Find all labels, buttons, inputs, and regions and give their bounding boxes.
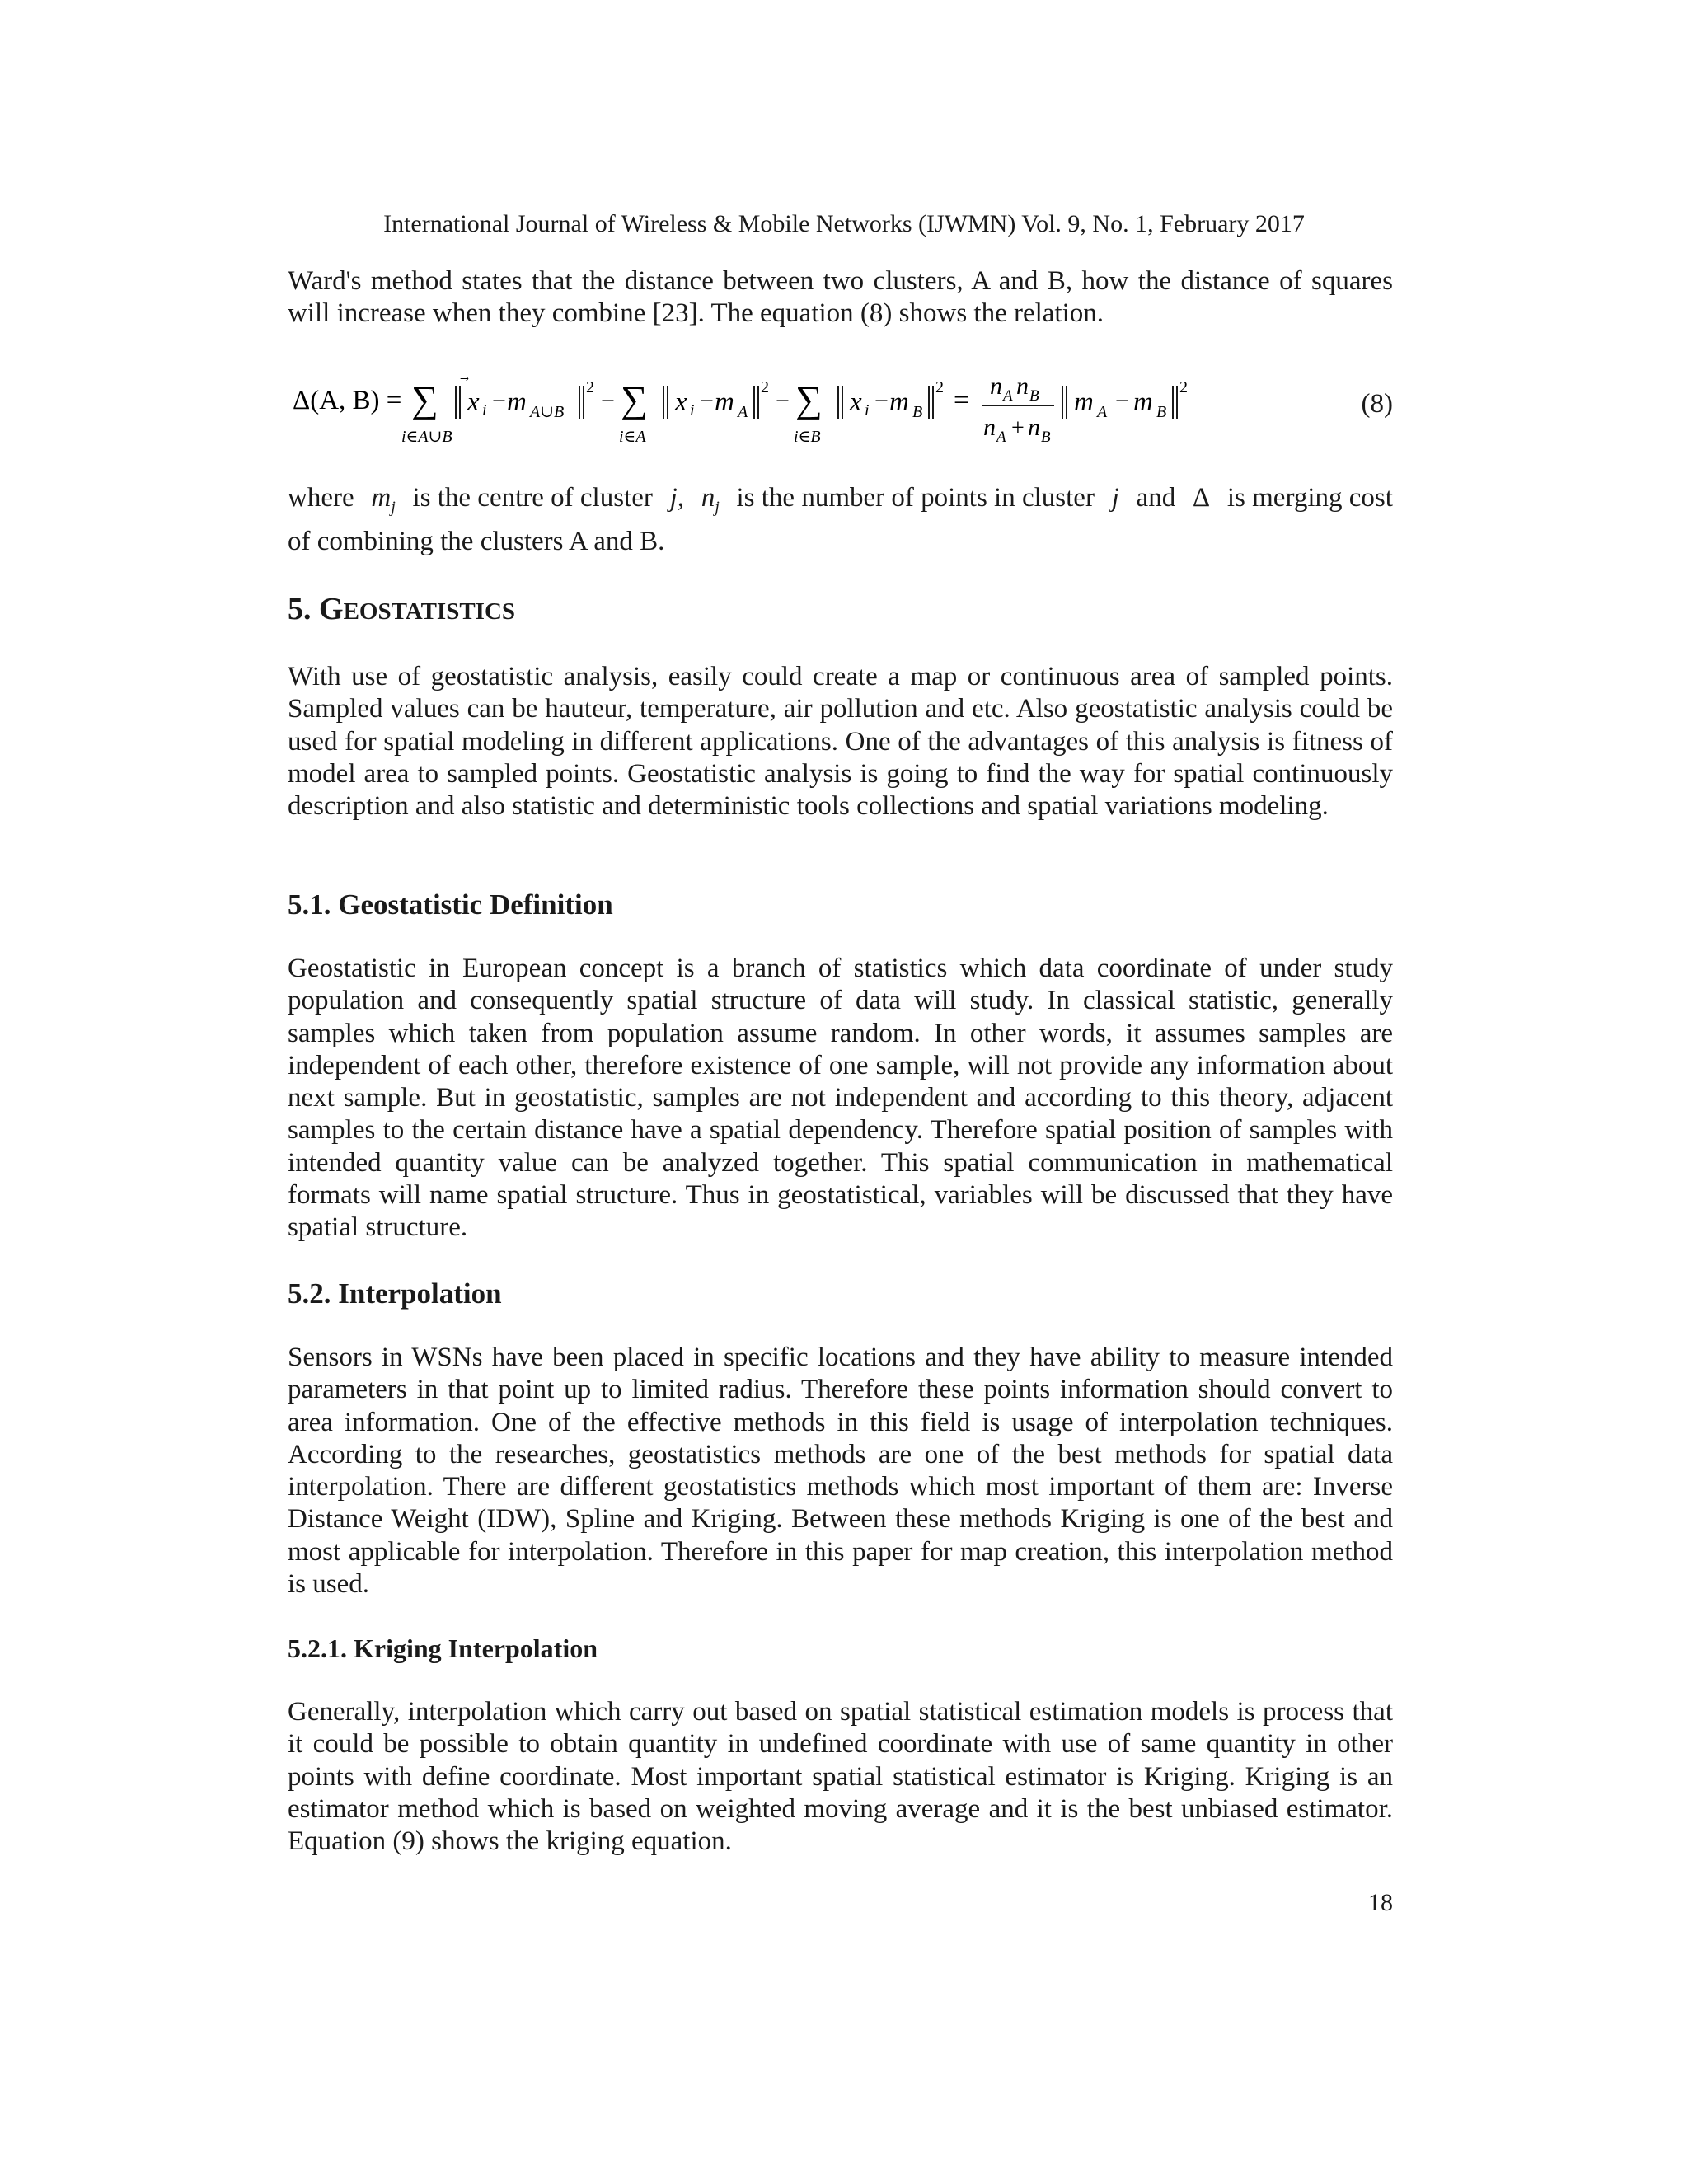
where-text-1: is the centre of cluster xyxy=(412,483,653,513)
eq-frac-num-B: B xyxy=(1029,387,1039,405)
eq-x: x xyxy=(850,387,862,417)
eq-m: m xyxy=(1133,387,1153,417)
where-mj: $m_j$ xyxy=(371,483,396,517)
section-5-2-1-heading-block xyxy=(288,1632,1393,1665)
eq-x: x xyxy=(675,387,687,417)
equation-number: (8) xyxy=(1361,389,1393,419)
section-5-1-paragraph: Geostatistic in European concept is a branch of statistics which data coordinate of under study population and consequently spatial structure of data will study. In classical statistic, generally samples which taken from population assume random. In other words, it assumes samples are independent of each other, therefore existence of one sample, will not provide any information about next sample. But in geostatistic, samples are not independent and according to this theory, adjacent samples to the certain distance have a spatial dependency. Therefore spatial position of samples with intended quantity value can be analyzed together. This spatial communication in mathematical formats will name spatial structure. Thus in geostatistical, variables will be discussed that they have spatial structure. xyxy=(288,954,1393,1243)
section-5-2-paragraph-block xyxy=(288,1342,1393,1601)
where-nj: $n_j$ xyxy=(701,483,720,517)
eq-frac-num-n1: n xyxy=(990,373,1002,400)
equation-8-formula xyxy=(288,369,1393,452)
section-5-2-1-paragraph-block xyxy=(288,1696,1393,1858)
eq-sub-i: i xyxy=(482,401,487,419)
intro-paragraph-block xyxy=(288,265,1393,330)
eq-lhs: Δ(A, B) = xyxy=(293,386,402,415)
eq-frac-num-A: A xyxy=(1003,387,1013,405)
eq-equals: = xyxy=(954,386,969,415)
where-text-2: is the number of points in cluster xyxy=(736,483,1095,513)
eq-sub-i: i xyxy=(865,401,870,419)
eq-minus: − xyxy=(492,387,506,415)
section-5-paragraph: With use of geostatistic analysis, easily could create a map or continuous area of sampled points. Sampled values can be hauteur, temperature, air pollution and etc. Also geostatistic analysis could be used for spatial modeling in different applications. One of the advantages of this analysis is fitness of model area to sampled points. Geostatistic analysis is going to find the way for spatial continuously description and also statistic and deterministic tools collections and spatial variations modeling. xyxy=(288,662,1393,822)
eq-sum-1: ∑ xyxy=(411,378,438,420)
eq-m: m xyxy=(1074,387,1094,417)
where-line-1 xyxy=(288,476,1393,529)
eq-frac-den-A: A xyxy=(996,429,1006,446)
subsection-heading: 5.2. Interpolation xyxy=(288,1277,502,1310)
eq-minus: − xyxy=(1115,387,1129,415)
section-5-paragraph-block xyxy=(288,661,1393,823)
eq-sub-A: A xyxy=(1097,403,1108,421)
eq-frac-den-B: B xyxy=(1041,429,1051,446)
eq-minus: − xyxy=(700,387,714,415)
section-number: 5. xyxy=(288,592,312,626)
eq-sum-3: ∑ xyxy=(795,378,823,420)
section-5-2-heading-block xyxy=(288,1276,1393,1312)
section-5-1-paragraph-block xyxy=(288,953,1393,1244)
eq-sq: 2 xyxy=(1179,378,1188,396)
where-word: where xyxy=(288,483,354,513)
eq-sum-3-sub: i∈B xyxy=(794,428,821,446)
running-header: International Journal of Wireless & Mobile Networks (IJWMN) Vol. 9, No. 1, February 2017 xyxy=(383,210,1305,237)
where-delta: Δ xyxy=(1192,483,1211,513)
eq-m: m xyxy=(889,387,909,417)
section-5-2-paragraph: Sensors in WSNs have been placed in specific locations and they have ability to measure intended parameters in that point up to limited radius. Therefore these points information should convert to area information. One of the effective methods in this field is usage of interpolation techniques. According to the researches, geostatistics methods are one of the best methods for spatial data interpolation. There are different geostatistics methods which most important of them are: Inverse Distance Weight (IDW), Spline and Kriging. Between these methods Kriging is one of the best and most applicable for interpolation. Therefore in this paper for map creation, this interpolation method is used. xyxy=(288,1343,1393,1600)
eq-sub-A: A xyxy=(738,403,748,421)
eq-sub-AuB: A∪B xyxy=(530,403,565,421)
section-heading xyxy=(288,590,1393,630)
eq-vec-arrow xyxy=(460,377,469,381)
where-j: j, xyxy=(669,483,684,513)
subsection-heading: 5.1. Geostatistic Definition xyxy=(288,888,613,921)
eq-sq: 2 xyxy=(586,378,594,396)
eq-frac-den-n2: n xyxy=(1028,414,1040,441)
eq-frac-den-plus: + xyxy=(1011,415,1025,441)
section-5-heading-block xyxy=(288,590,1393,630)
section-5-1-heading-block xyxy=(288,887,1393,923)
where-block xyxy=(288,476,1393,558)
section-title-initial: G xyxy=(319,592,344,626)
eq-frac-num-n2: n xyxy=(1016,373,1029,400)
where-text-3: is merging cost xyxy=(1226,483,1393,513)
eq-frac-den-n1: n xyxy=(983,414,996,441)
eq-m: m xyxy=(507,387,527,417)
section-5-2-1-paragraph: Generally, interpolation which carry out based on spatial statistical estimation models is process that it could be possible to obtain quantity in undefined coordinate with use of same quantity in other points with define coordinate. Most important spatial statistical estimator is Kriging. Kriging is an estimator method which is based on weighted moving average and it is the best unbiased estimator. Equation (9) shows the kriging equation. xyxy=(288,1697,1393,1857)
eq-sum-2: ∑ xyxy=(621,378,648,420)
where-and: and xyxy=(1136,483,1176,513)
page-number: 18 xyxy=(1368,1889,1393,1916)
subsubsection-heading: 5.2.1. Kriging Interpolation xyxy=(288,1633,598,1663)
where-j2: j xyxy=(1111,483,1119,513)
eq-sub-B: B xyxy=(1156,403,1167,421)
eq-sub-i: i xyxy=(690,401,695,419)
eq-minus: − xyxy=(776,387,790,415)
eq-minus: − xyxy=(601,387,615,415)
eq-minus: − xyxy=(874,387,889,415)
eq-sq: 2 xyxy=(935,378,944,396)
eq-m: m xyxy=(715,387,734,417)
eq-sub-B: B xyxy=(912,403,923,421)
eq-sum-2-sub: i∈A xyxy=(619,428,646,446)
intro-paragraph: Ward's method states that the distance between two clusters, A and B, how the distance of squares will increase when they combine [23]. The equation (8) shows the relation. xyxy=(288,266,1393,329)
eq-x: x xyxy=(467,387,480,417)
eq-sum-1-sub: i∈A∪B xyxy=(401,428,452,446)
eq-sq: 2 xyxy=(761,378,769,396)
where-line-2: of combining the clusters A and B. xyxy=(288,526,665,556)
equation-8 xyxy=(288,369,1393,452)
section-title-rest: EOSTATISTICS xyxy=(343,598,516,625)
